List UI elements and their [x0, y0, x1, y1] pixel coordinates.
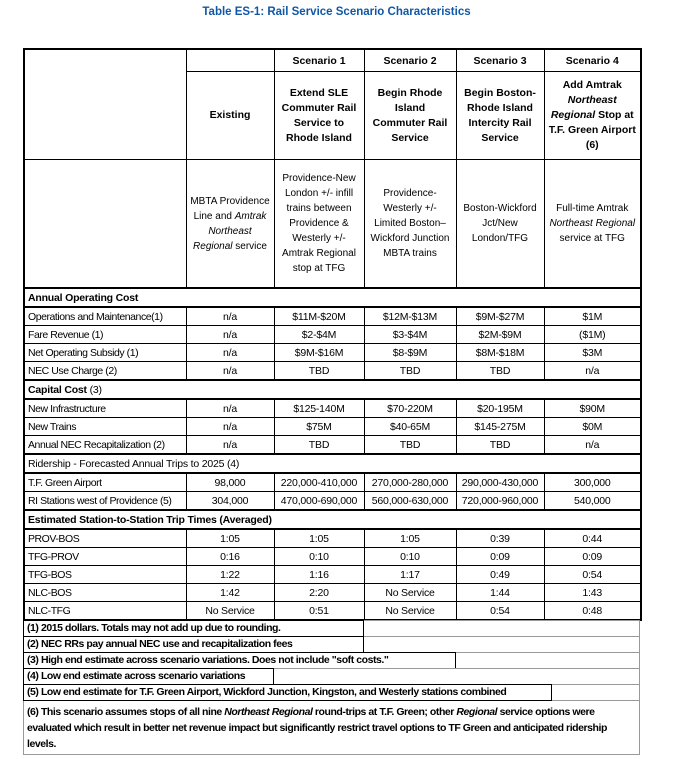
value-cell: 270,000-280,000 — [364, 473, 456, 492]
footnote-4: (4) Low end estimate across scenario variations — [23, 668, 274, 685]
value-cell: $2M-$9M — [456, 326, 544, 344]
value-cell: TBD — [456, 436, 544, 455]
value-cell: 1:22 — [186, 566, 274, 584]
section-title: Capital Cost (3) — [24, 380, 641, 399]
value-cell: 220,000-410,000 — [274, 473, 364, 492]
value-cell: 720,000-960,000 — [456, 492, 544, 511]
value-cell: No Service — [364, 584, 456, 602]
footnote-row — [23, 668, 640, 685]
value-cell: TBD — [274, 362, 364, 381]
value-cell: n/a — [186, 436, 274, 455]
value-cell: 2:20 — [274, 584, 364, 602]
row-label: RI Stations west of Providence (5) — [24, 492, 186, 511]
footnotes-block — [23, 621, 640, 755]
row-label: TFG-BOS — [24, 566, 186, 584]
rail-scenario-table — [23, 48, 642, 621]
value-cell: $2-$4M — [274, 326, 364, 344]
row-label: New Trains — [24, 418, 186, 436]
value-cell: 540,000 — [544, 492, 641, 511]
table-row — [24, 344, 641, 362]
value-cell: No Service — [186, 602, 274, 621]
value-cell: n/a — [544, 436, 641, 455]
value-cell: $145-275M — [456, 418, 544, 436]
value-cell: $9M-$27M — [456, 307, 544, 326]
footnote-filler — [456, 652, 640, 669]
row-label: T.F. Green Airport — [24, 473, 186, 492]
value-cell: 0:54 — [544, 566, 641, 584]
footnote-filler — [364, 636, 640, 653]
value-cell: TBD — [274, 436, 364, 455]
corner-cell — [24, 49, 186, 160]
table-row — [24, 529, 641, 548]
value-cell: 1:05 — [274, 529, 364, 548]
footnote-5: (5) Low end estimate for T.F. Green Airport, Wickford Junction, Kingston, and Westerly stations combined — [23, 684, 552, 701]
footnote-row — [23, 652, 640, 669]
table-row — [24, 307, 641, 326]
value-cell: 0:16 — [186, 548, 274, 566]
value-cell: 0:49 — [456, 566, 544, 584]
value-cell: 0:10 — [364, 548, 456, 566]
existing-blank-cell — [186, 49, 274, 72]
value-cell: $3M — [544, 344, 641, 362]
value-cell: $12M-$13M — [364, 307, 456, 326]
value-cell: n/a — [186, 399, 274, 418]
section-title: Estimated Station-to-Station Trip Times (Averaged) — [24, 510, 641, 529]
value-cell: $40-65M — [364, 418, 456, 436]
scenario-4-label: Scenario 4 — [544, 49, 641, 72]
scenario-1-description: Providence-New London +/- infill trains between Providence & Westerly +/- Amtrak Regional stop at TFG — [274, 160, 364, 289]
row-label: PROV-BOS — [24, 529, 186, 548]
value-cell: 0:09 — [544, 548, 641, 566]
scenario-4-title: Add Amtrak Northeast Regional Stop at T.F. Green Airport (6) — [544, 72, 641, 160]
value-cell: 0:39 — [456, 529, 544, 548]
value-cell: $0M — [544, 418, 641, 436]
value-cell: $125-140M — [274, 399, 364, 418]
existing-description: MBTA Providence Line and Amtrak Northeast Regional service — [186, 160, 274, 289]
value-cell: 470,000-690,000 — [274, 492, 364, 511]
value-cell: $90M — [544, 399, 641, 418]
value-cell: TBD — [364, 436, 456, 455]
value-cell: 300,000 — [544, 473, 641, 492]
table-row — [24, 473, 641, 492]
existing-header: Existing — [186, 72, 274, 160]
footnote-filler — [552, 684, 640, 701]
footnote-row — [23, 636, 640, 653]
footnote-1: (1) 2015 dollars. Totals may not add up due to rounding. — [23, 620, 364, 637]
footnote-6: (6) This scenario assumes stops of all nine Northeast Regional round-trips at T.F. Green; other Regional service options were evaluated which result in better net revenue impact but significantly restrict travel options to TF Green and anticipated ridership levels. — [23, 700, 640, 755]
value-cell: n/a — [186, 326, 274, 344]
table-row — [24, 326, 641, 344]
row-label: Fare Revenue (1) — [24, 326, 186, 344]
table-row — [24, 566, 641, 584]
table-row — [24, 418, 641, 436]
value-cell: 0:51 — [274, 602, 364, 621]
row-label: NLC-TFG — [24, 602, 186, 621]
value-cell: 98,000 — [186, 473, 274, 492]
section-header-trip-times — [24, 510, 641, 529]
value-cell: ($1M) — [544, 326, 641, 344]
value-cell: $8M-$18M — [456, 344, 544, 362]
scenario-label-row — [24, 49, 641, 72]
scenario-2-description: Providence-Westerly +/- Limited Boston–Wickford Junction MBTA trains — [364, 160, 456, 289]
value-cell: 1:17 — [364, 566, 456, 584]
value-cell: $3-$4M — [364, 326, 456, 344]
value-cell: 1:42 — [186, 584, 274, 602]
value-cell: $9M-$16M — [274, 344, 364, 362]
row-label: NLC-BOS — [24, 584, 186, 602]
value-cell: n/a — [186, 344, 274, 362]
row-label: NEC Use Charge (2) — [24, 362, 186, 381]
footnote-filler — [364, 620, 640, 637]
section-title: Annual Operating Cost — [24, 288, 641, 307]
value-cell: $20-195M — [456, 399, 544, 418]
footnote-row — [23, 684, 640, 701]
section-title: Ridership - Forecasted Annual Trips to 2025 (4) — [24, 454, 641, 473]
value-cell: $11M-$20M — [274, 307, 364, 326]
value-cell: 0:54 — [456, 602, 544, 621]
value-cell: 1:43 — [544, 584, 641, 602]
value-cell: $70-220M — [364, 399, 456, 418]
section-header-ridership — [24, 454, 641, 473]
value-cell: 1:16 — [274, 566, 364, 584]
value-cell: 290,000-430,000 — [456, 473, 544, 492]
section-header-annual-operating-cost — [24, 288, 641, 307]
value-cell: TBD — [456, 362, 544, 381]
table-row — [24, 399, 641, 418]
value-cell: 0:48 — [544, 602, 641, 621]
value-cell: No Service — [364, 602, 456, 621]
value-cell: 0:10 — [274, 548, 364, 566]
footnote-3: (3) High end estimate across scenario variations. Does not include "soft costs." — [23, 652, 456, 669]
table-row — [24, 584, 641, 602]
scenario-4-description: Full-time Amtrak Northeast Regional service at TFG — [544, 160, 641, 289]
value-cell: 560,000-630,000 — [364, 492, 456, 511]
value-cell: 0:44 — [544, 529, 641, 548]
table-row — [24, 492, 641, 511]
value-cell: n/a — [186, 362, 274, 381]
footnote-filler — [274, 668, 640, 685]
section-header-capital-cost — [24, 380, 641, 399]
row-label: New Infrastructure — [24, 399, 186, 418]
value-cell: 304,000 — [186, 492, 274, 511]
value-cell: 0:09 — [456, 548, 544, 566]
scenario-1-title: Extend SLE Commuter Rail Service to Rhode Island — [274, 72, 364, 160]
value-cell: 1:44 — [456, 584, 544, 602]
value-cell: $1M — [544, 307, 641, 326]
table-row — [24, 602, 641, 621]
table-title: Table ES-1: Rail Service Scenario Characteristics — [202, 6, 471, 18]
scenario-3-description: Boston-Wickford Jct/New London/TFG — [456, 160, 544, 289]
value-cell: TBD — [364, 362, 456, 381]
value-cell: $8-$9M — [364, 344, 456, 362]
row-label: Net Operating Subsidy (1) — [24, 344, 186, 362]
scenario-3-label: Scenario 3 — [456, 49, 544, 72]
scenario-3-title: Begin Boston-Rhode Island Intercity Rail Service — [456, 72, 544, 160]
value-cell: 1:05 — [186, 529, 274, 548]
table-row — [24, 548, 641, 566]
value-cell: 1:05 — [364, 529, 456, 548]
value-cell: n/a — [186, 418, 274, 436]
value-cell: n/a — [186, 307, 274, 326]
value-cell: $75M — [274, 418, 364, 436]
scenario-2-label: Scenario 2 — [364, 49, 456, 72]
row-label: Annual NEC Recapitalization (2) — [24, 436, 186, 455]
scenario-1-label: Scenario 1 — [274, 49, 364, 72]
footnote-2: (2) NEC RRs pay annual NEC use and recapitalization fees — [23, 636, 364, 653]
description-blank-cell — [24, 160, 186, 289]
row-label: Operations and Maintenance(1) — [24, 307, 186, 326]
footnote-row — [23, 620, 640, 637]
scenario-2-title: Begin Rhode Island Commuter Rail Service — [364, 72, 456, 160]
value-cell: n/a — [544, 362, 641, 381]
row-label: TFG-PROV — [24, 548, 186, 566]
table-row — [24, 436, 641, 455]
table-row — [24, 362, 641, 381]
scenario-description-row — [24, 160, 641, 289]
